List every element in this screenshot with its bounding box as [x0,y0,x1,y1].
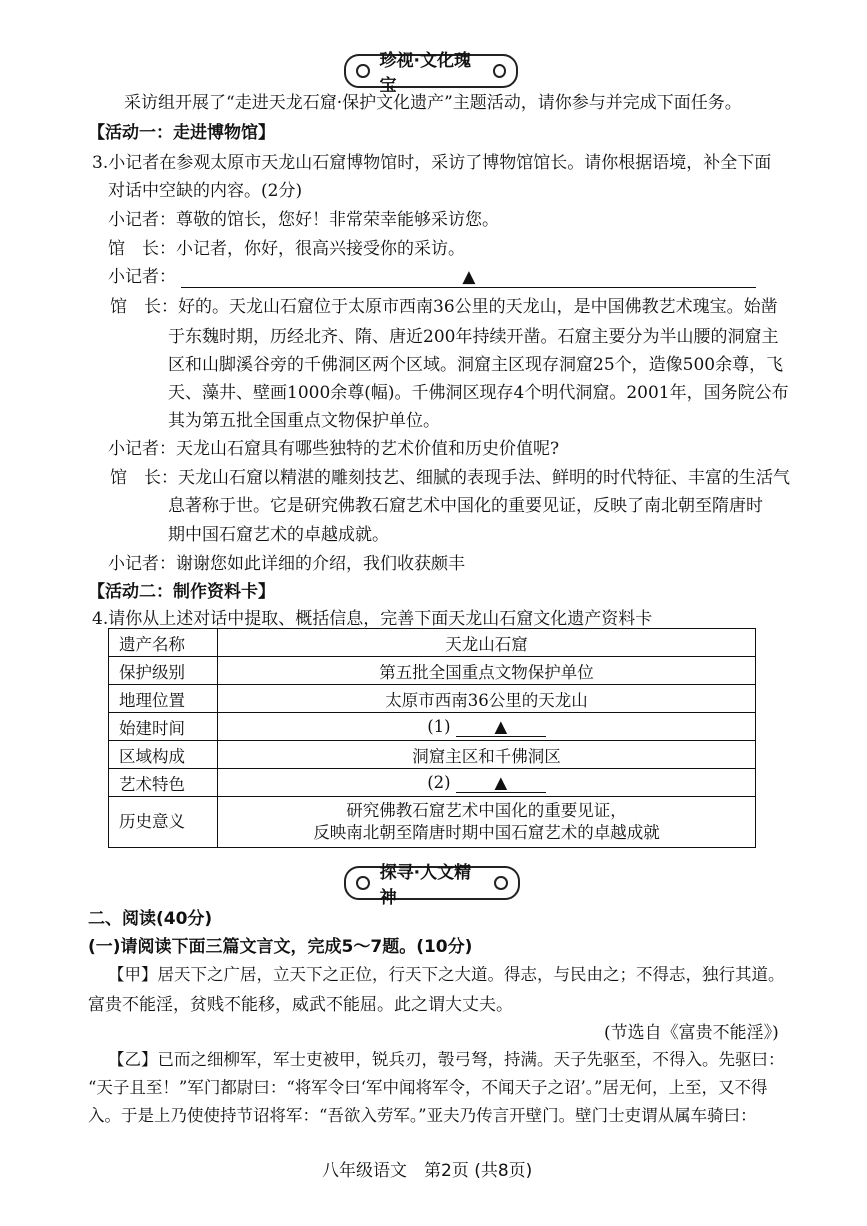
question-3-line1: 3.小记者在参观太原市天龙山石窟博物馆时，采访了博物馆馆长。请你根据语境，补全下面 [92,153,772,173]
activity2-heading: 【活动二：制作资料卡】 [88,582,275,602]
card-key: 地理位置 [109,685,218,713]
section-banner-treasure [344,51,518,96]
section-title: 探寻·人文精神 [379,863,472,908]
answer-blank[interactable] [456,773,546,793]
card-key: 区域构成 [109,741,218,769]
dialogue-curator-2-line1: 馆 长：好的。天龙山石窟位于太原市西南36公里的天龙山，是中国佛教艺术瑰宝。始凿 [110,297,778,317]
question-3-line2: 对话中空缺的内容。(2分) [108,181,303,201]
banner-ornament-icon [356,876,370,890]
card-key: 历史意义 [109,797,218,848]
card-key: 始建时间 [109,713,218,741]
dialogue-reporter-2 [108,262,756,288]
dialogue-curator-2-line5: 其为第五批全国重点文物保护单位。 [168,411,440,431]
table-row [109,629,756,657]
text-jia-line2: 富贵不能淫，贫贱不能移，威武不能屈。此之谓大丈夫。 [88,995,513,1015]
card-value-line: 反映南北朝至隋唐时期中国石窟艺术的卓越成就 [313,823,660,842]
blank-marker-icon: ▲ [494,716,508,736]
dialogue-reporter-4: 小记者：谢谢您如此详细的介绍，我们收获颇丰 [108,554,465,574]
banner-ornament-icon [493,64,507,78]
section-title: 珍视·文化瑰宝 [379,51,471,96]
card-key: 遗产名称 [109,629,218,657]
text-jia-source: (节选自《富贵不能淫》) [604,1023,779,1043]
banner-ornament-icon [356,64,370,78]
table-row [109,713,756,741]
table-row [109,741,756,769]
text-yi-line3: 入。于是上乃使使持节诏将军：“吾欲入劳军。”亚夫乃传言开壁门。壁门士吏谓从属车骑曰： [88,1106,757,1125]
dialogue-curator-2-line3: 区和山脚溪谷旁的千佛洞区两个区域。洞窟主区现存洞窟25个，造像500余尊，飞 [168,355,784,375]
dialogue-curator-2-line2: 于东魏时期，历经北齐、隋、唐近200年持续开凿。石窟主要分为半山腰的洞窟主 [168,327,779,347]
card-value: 太原市西南36公里的天龙山 [218,685,756,713]
dialogue-curator-2-line4: 天、藻井、壁画1000余尊(幅)。千佛洞区现存4个明代洞窟。2001年，国务院公布 [168,383,789,403]
card-value-line: 研究佛教石窟艺术中国化的重要见证， [346,801,627,820]
card-value: 洞窟主区和千佛洞区 [218,741,756,769]
table-row [109,797,756,848]
answer-blank[interactable] [181,267,756,288]
answer-blank[interactable] [456,717,546,737]
card-key: 保护级别 [109,657,218,685]
blank-number: (2) [427,772,451,792]
text-yi-line1: 【乙】已而之细柳军，军士吏被甲，锐兵刃，彀弓弩，持满。天子先驱至，不得入。先驱曰： [108,1050,785,1069]
banner-ornament-icon [494,876,508,890]
dialogue-reporter-3: 小记者：天龙山石窟具有哪些独特的艺术价值和历史价值呢? [108,439,560,459]
speaker-label: 小记者： [108,267,176,287]
blank-marker-icon: ▲ [494,772,508,792]
card-value [218,769,756,797]
dialogue-reporter-1: 小记者：尊敬的馆长，您好！非常荣幸能够采访您。 [108,210,499,230]
text-yi-line2: “天子且至！”军门都尉曰：“将军令曰‘军中闻将军令，不闻天子之诏’。”居无何，上至，又不得 [88,1078,768,1097]
blank-number: (1) [427,716,451,736]
card-value: 第五批全国重点文物保护单位 [218,657,756,685]
blank-marker-icon: ▲ [462,267,476,287]
card-value [218,713,756,741]
reading-subheading: (一)请阅读下面三篇文言文，完成5～7题。(10分) [88,937,473,957]
page-footer: 八年级语文 第2页 (共8页) [322,1161,533,1181]
text-jia-line1: 【甲】居天下之广居，立天下之正位，行天下之大道。得志，与民由之；不得志，独行其道。 [108,965,785,984]
heritage-info-card [108,628,756,848]
intro-text: 采访组开展了“走进天龙石窟·保护文化遗产”主题活动，请你参与并完成下面任务。 [124,93,742,113]
question-4: 4.请你从上述对话中提取、概括信息，完善下面天龙山石窟文化遗产资料卡 [92,609,653,629]
card-key: 艺术特色 [109,769,218,797]
table-row [109,769,756,797]
card-value: 天龙山石窟 [218,629,756,657]
card-value [218,797,756,848]
dialogue-curator-3-line1: 馆 长：天龙山石窟以精湛的雕刻技艺、细腻的表现手法、鲜明的时代特征、丰富的生活气 [110,468,790,488]
table-row [109,685,756,713]
reading-heading: 二、阅读(40分) [88,909,213,929]
table-row [109,657,756,685]
section-banner-spirit [344,863,520,908]
dialogue-curator-3-line3: 期中国石窟艺术的卓越成就。 [168,525,389,545]
activity1-heading: 【活动一：走进博物馆】 [88,123,275,143]
dialogue-curator-3-line2: 息著称于世。它是研究佛教石窟艺术中国化的重要见证，反映了南北朝至隋唐时 [168,496,763,516]
dialogue-curator-1: 馆 长：小记者，你好，很高兴接受你的采访。 [108,239,465,259]
